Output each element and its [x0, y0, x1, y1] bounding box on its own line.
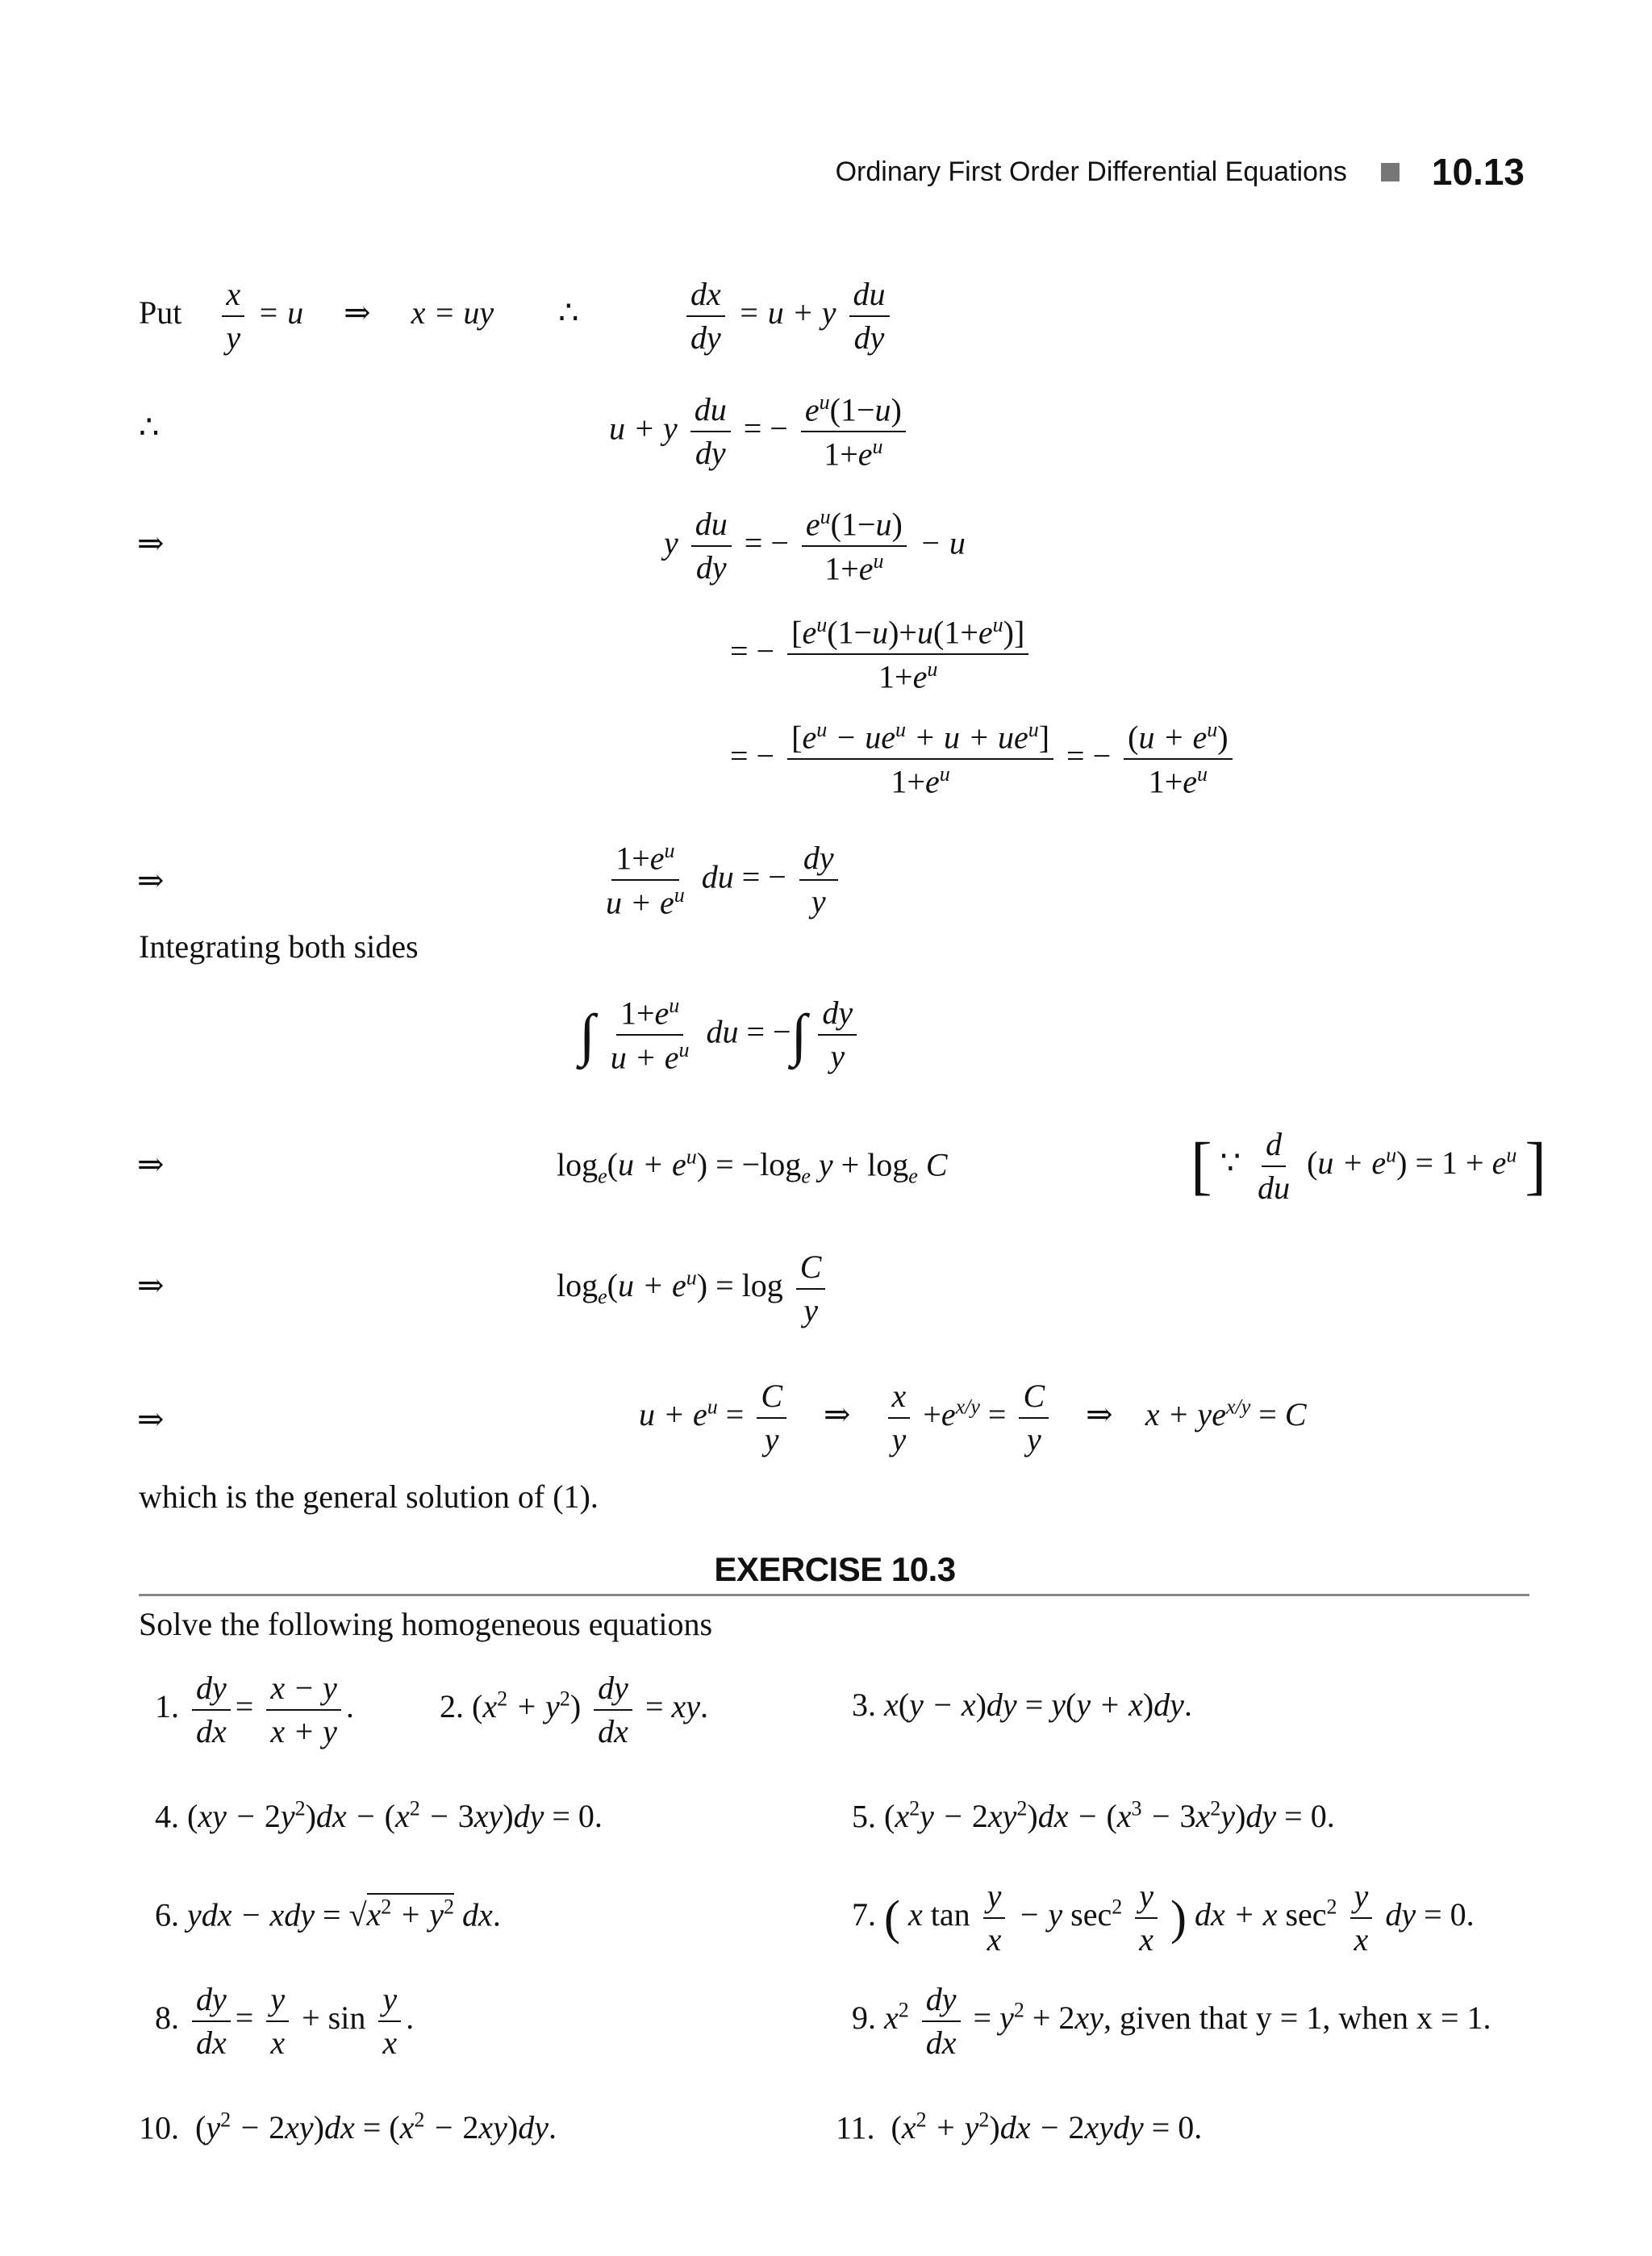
- put-label: Put: [139, 294, 182, 332]
- running-title: Ordinary First Order Differential Equations: [835, 156, 1347, 187]
- final-solution-chain: $u + e^u$ = $\frac{C}{y}$ ⇒ $\frac{x}{y}$ $+e^{x/y}$ = $\frac{C}{y}$ ⇒ $x + ye^{x/y} = C$: [639, 1378, 1307, 1457]
- implies-symbol: ⇒: [137, 525, 165, 561]
- exercise-title: EXERCISE 10.3: [714, 1550, 956, 1588]
- implies-symbol: ⇒: [137, 1267, 165, 1303]
- separated-equation: $\frac{1+e^u}{u + e^u}$ du = − $\frac{dy}{y}$: [597, 839, 843, 922]
- implies-symbol: ⇒: [137, 1146, 165, 1182]
- substitution-line: Put $\frac{x}{y}$ = u ⇒ x = uy ∴: [139, 276, 579, 356]
- exercise-9: 9. $x^2$ $\frac{dy}{dx}$ = $y^2 + 2xy$, given that y = 1, when x = 1.: [852, 1981, 1491, 2061]
- equation-step-2: u + y $\frac{du}{dy}$ = − $\frac{e^u(1-u)}{1+e^u}$: [609, 390, 911, 473]
- exercise-4: 4. $(xy - 2y^2)dx - (x^2 - 3xy)dy = 0$.: [155, 1797, 603, 1835]
- log-simplified: $\log_e(u + e^u) = \log$ $\frac{C}{y}$: [557, 1249, 830, 1329]
- exercise-6: 6. ydx − xdy = $√x^2 + y^2$ dx.: [155, 1895, 501, 1933]
- exercise-8: 8. $\frac{dy}{dx}$ = $\frac{y}{x}$ + sin $\frac{y}{x}$ .: [155, 1981, 415, 2061]
- page-number: 10.13: [1431, 151, 1525, 193]
- equation-step-5: = − $[e^u - ue^u + u + ue^u]$ $1+e^u$ = − $\frac{(u + e^u)}{1+e^u}$: [730, 718, 1237, 801]
- derivative-substitution: $\frac{dx}{dy}$ = u + y $\frac{du}{dy}$: [682, 276, 895, 357]
- exercise-rule: [139, 1594, 1529, 1596]
- exercise-11: 11. $(x^2 + y^2)dx$ − 2xydy = 0.: [836, 2108, 1203, 2146]
- therefore-symbol: ∴: [139, 409, 160, 445]
- exercise-7: 7. ( x tan $\frac{y}{x}$ − y $\sec^2$ $\frac{y}{x}$ ) dx + x $\sec^2$ $\frac{y}{x}$ dy = 0.: [852, 1878, 1475, 1958]
- log-equation: $\log_e(u + e^u) = -\log_e$ $y + \log_e C$: [557, 1145, 948, 1188]
- equation-step-4: = − $\frac{[e^u(1-u)+u(1+e^u)]}{1+e^u}$: [730, 613, 1033, 696]
- general-solution-text: which is the general solution of (1).: [139, 1478, 599, 1515]
- exercise-2: 2. $(x^2 + y^2)$ $\frac{dy}{dx}$ = xy.: [440, 1670, 709, 1749]
- exercise-3: 3. x(y − x)dy = y(y + x)dy.: [852, 1687, 1192, 1723]
- exercise-5: 5. $(x^2y - 2xy^2)dx - (x^3 - 3x^2y)dy = 0$.: [852, 1797, 1335, 1835]
- integral-equation: ∫ $\frac{1+e^u}{u + e^u}$ du = −∫ $\frac{dy}{y}$: [579, 994, 861, 1077]
- running-header: [0, 150, 1525, 194]
- exercise-9-condition: given that y = 1, when x = 1.: [1119, 2000, 1491, 2037]
- square-bullet-icon: [1381, 163, 1400, 181]
- implies-symbol: ⇒: [137, 862, 165, 899]
- integrating-text: Integrating both sides: [139, 928, 419, 965]
- exercise-10: 10. $(y^2 - 2xy)dx = (x^2 - 2xy)dy$.: [139, 2108, 557, 2146]
- equation-step-3: y $\frac{du}{dy}$ = − $\frac{e^u(1-u)}{1+e^u}$ − u: [664, 505, 966, 587]
- implies-symbol: ⇒: [137, 1401, 165, 1437]
- derivative-note: [ ∵ $\frac{d}{du}$ $(u + e^u) = 1 + e^u$ ]: [1191, 1126, 1547, 1206]
- exercise-intro: Solve the following homogeneous equations: [139, 1606, 713, 1642]
- exercise-1: 1. $\frac{dy}{dx}$ = $\frac{x - y}{x + y}$ .: [155, 1670, 354, 1749]
